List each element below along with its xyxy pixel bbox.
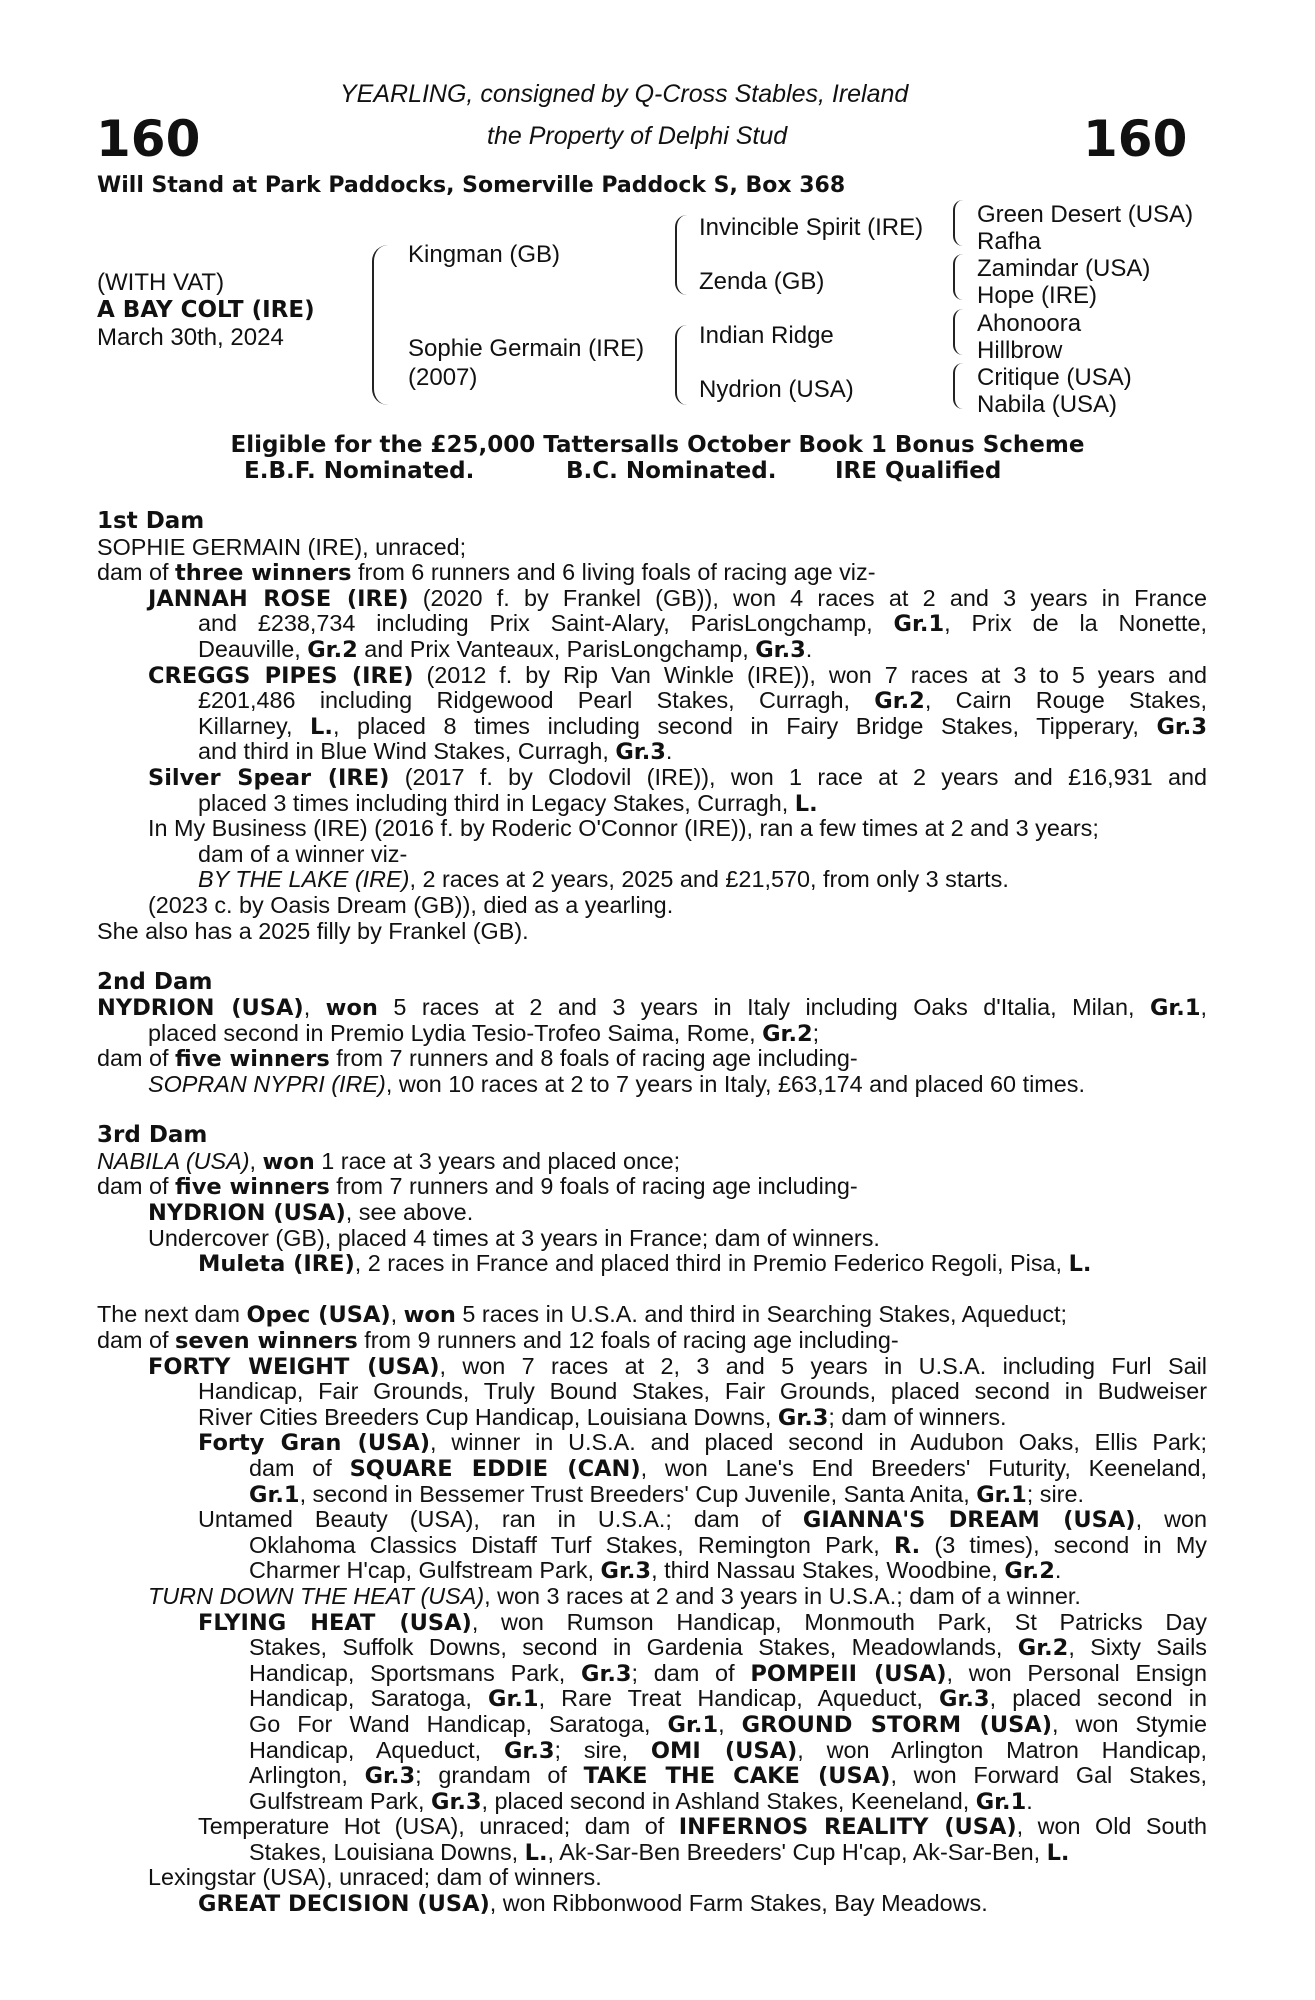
consignor-line: YEARLING, consigned by Q-Cross Stables, Ireland [340, 80, 909, 108]
pedigree-dam-dam: Nydrion (USA) [699, 376, 854, 403]
third-dam-name: NABILA (USA), won 1 race at 3 years and placed once; [97, 1147, 681, 1175]
progeny-flying-heat-line3: Handicap, Sportsmans Park, Gr.3; dam of POMPEII (USA), won Personal Ensign [249, 1660, 1207, 1687]
lot-number-right: 160 [1083, 110, 1188, 168]
second-dam-heading: 2nd Dam [97, 968, 213, 995]
progeny-in-my-business: In My Business (IRE) (2016 f. by Roderic O'Connor (IRE)), ran a few times at 2 and 3 years; [148, 815, 1099, 842]
bc-nominated: B.C. Nominated. [566, 458, 777, 484]
third-dam-heading: 3rd Dam [97, 1122, 208, 1149]
progeny-untamed-beauty: Untamed Beauty (USA), ran in U.S.A.; dam of GIANNA'S DREAM (USA), won [198, 1507, 1207, 1533]
first-dam-produce-summary: dam of three winners from 6 runners and 6 living foals of racing age viz- [97, 559, 876, 587]
ebf-nominated: E.B.F. Nominated. [244, 458, 475, 484]
pedigree-sds: Zamindar (USA) [977, 255, 1151, 282]
pedigree-brace-ss [953, 200, 963, 246]
progeny-forty-gran-line3: Gr.1, second in Bessemer Trust Breeders' Cup Juvenile, Santa Anita, Gr.1; sire. [249, 1480, 1084, 1508]
next-dam-name: The next dam Opec (USA), won 5 races in U.S.A. and third in Searching Stakes, Aqueduct; [97, 1301, 1068, 1329]
ire-qualified: IRE Qualified [835, 458, 1002, 484]
second-dam-name-line2: placed second in Premio Lydia Tesio-Trofeo Saima, Rome, Gr.2; [148, 1019, 820, 1047]
progeny-sopran-nypri: SOPRAN NYPRI (IRE), won 10 races at 2 to 7 years in Italy, £63,174 and placed 60 times. [148, 1071, 1085, 1098]
pedigree-sire-sire: Invincible Spirit (IRE) [699, 214, 924, 241]
progeny-creggs-pipes-line2: £201,486 including Ridgewood Pearl Stakes, Curragh, Gr.2, Cairn Rouge Stakes, [198, 688, 1207, 714]
progeny-creggs-pipes: CREGGS PIPES (IRE) (2012 f. by Rip Van Winkle (IRE)), won 7 races at 3 to 5 years and [148, 662, 1207, 689]
pedigree-ssd: Rafha [977, 228, 1042, 255]
pedigree-sire: Kingman (GB) [408, 241, 561, 268]
progeny-flying-heat-line7: Arlington, Gr.3; grandam of TAKE THE CAKE (USA), won Forward Gal Stakes, [249, 1763, 1207, 1789]
first-dam-name: SOPHIE GERMAIN (IRE), unraced; [97, 533, 467, 560]
progeny-flying-heat-line4: Handicap, Saratoga, Gr.1, Rare Treat Handicap, Aqueduct, Gr.3, placed second in [249, 1686, 1207, 1712]
pedigree-brace-dam [675, 325, 687, 405]
second-dam-produce-summary: dam of five winners from 7 runners and 8 foals of racing age including- [97, 1045, 858, 1073]
pedigree-sire-dam: Zenda (GB) [699, 268, 825, 295]
pedigree-brace-dd [953, 363, 963, 409]
pedigree-brace-main [372, 245, 388, 405]
third-dam-produce-summary: dam of five winners from 7 runners and 9 foals of racing age including- [97, 1173, 858, 1201]
pedigree-brace-sire [675, 215, 687, 295]
progeny-flying-heat-line2: Stakes, Suffolk Downs, second in Gardenia Stakes, Meadowlands, Gr.2, Sixty Sails [249, 1635, 1207, 1661]
horse-name: A BAY COLT (IRE) [97, 297, 315, 323]
progeny-temperature-hot: Temperature Hot (USA), unraced; dam of INFERNOS REALITY (USA), won Old South [198, 1814, 1207, 1840]
progeny-forty-weight-line3: River Cities Breeders Cup Handicap, Louisiana Downs, Gr.3; dam of winners. [198, 1403, 1007, 1431]
progeny-silver-spear: Silver Spear (IRE) (2017 f. by Clodovil (IRE)), won 1 race at 2 years and £16,931 and [148, 764, 1207, 791]
pedigree-dss: Ahonoora [977, 310, 1082, 337]
progeny-great-decision: GREAT DECISION (USA), won Ribbonwood Farm Stakes, Bay Meadows. [198, 1890, 988, 1918]
lot-number-left: 160 [96, 110, 201, 168]
pedigree-sdd: Hope (IRE) [977, 282, 1098, 309]
pedigree-dam-sire: Indian Ridge [699, 322, 834, 349]
progeny-forty-gran: Forty Gran (USA), winner in U.S.A. and placed second in Audubon Oaks, Ellis Park; [198, 1430, 1207, 1456]
progeny-flying-heat-line8: Gulfstream Park, Gr.3, placed second in Ashland Stakes, Keeneland, Gr.1. [249, 1787, 1033, 1815]
catalogue-body [97, 509, 1207, 1917]
pedigree-dds: Critique (USA) [977, 364, 1132, 391]
pedigree-sss: Green Desert (USA) [977, 201, 1194, 228]
progeny-temperature-hot-line2: Stakes, Louisiana Downs, L., Ak-Sar-Ben Breeders' Cup H'cap, Ak-Sar-Ben, L. [249, 1838, 1070, 1866]
vat-note: (WITH VAT) [97, 269, 225, 296]
progeny-in-my-business-line2: dam of a winner viz- [198, 840, 408, 867]
progeny-2023-colt: (2023 c. by Oasis Dream (GB)), died as a yearling. [148, 891, 674, 918]
next-dam-produce-summary: dam of seven winners from 9 runners and 12 foals of racing age including- [97, 1327, 899, 1354]
progeny-undercover: Undercover (GB), placed 4 times at 3 years in France; dam of winners. [148, 1224, 880, 1251]
pedigree-brace-ds [953, 309, 963, 355]
progeny-jannah-rose-line3: Deauville, Gr.2 and Prix Vanteaux, ParisLongchamp, Gr.3. [198, 635, 813, 663]
pedigree-ddd: Nabila (USA) [977, 391, 1118, 418]
property-line: the Property of Delphi Stud [487, 122, 788, 150]
progeny-turn-down-the-heat: TURN DOWN THE HEAT (USA), won 3 races at 2 and 3 years in U.S.A.; dam of a winner. [148, 1582, 1081, 1609]
foaling-date: March 30th, 2024 [97, 324, 284, 351]
progeny-forty-gran-line2: dam of SQUARE EDDIE (CAN), won Lane's End Breeders' Futurity, Keeneland, [249, 1455, 1207, 1482]
stand-location: Will Stand at Park Paddocks, Somerville Paddock S, Box 368 [97, 173, 846, 198]
progeny-forty-weight: FORTY WEIGHT (USA), won 7 races at 2, 3 and 5 years in U.S.A. including Furl Sail [148, 1353, 1207, 1380]
progeny-forty-weight-line2: Handicap, Fair Grounds, Truly Bound Stakes, Fair Grounds, placed second in Budweiser [198, 1379, 1207, 1405]
progeny-by-the-lake: BY THE LAKE (IRE), 2 races at 2 years, 2025 and £21,570, from only 3 starts. [198, 866, 1009, 893]
progeny-2025-filly: She also has a 2025 filly by Frankel (GB). [97, 917, 529, 944]
progeny-lexingstar: Lexingstar (USA), unraced; dam of winners. [148, 1864, 602, 1891]
progeny-jannah-rose: JANNAH ROSE (IRE) (2020 f. by Frankel (GB)), won 4 races at 2 and 3 years in France [148, 585, 1207, 612]
pedigree-brace-sd [953, 254, 963, 300]
progeny-jannah-rose-line2: and £238,734 including Prix Saint-Alary, ParisLongchamp, Gr.1, Prix de la Nonette, [198, 611, 1207, 637]
progeny-nydrion: NYDRION (USA), see above. [148, 1199, 474, 1227]
progeny-creggs-pipes-line4: and third in Blue Wind Stakes, Curragh, Gr.3. [198, 738, 673, 766]
progeny-untamed-beauty-line3: Charmer H'cap, Gulfstream Park, Gr.3, third Nassau Stakes, Woodbine, Gr.2. [249, 1557, 1062, 1585]
progeny-creggs-pipes-line3: Killarney, L., placed 8 times including second in Fairy Bridge Stakes, Tipperary, Gr.3 [198, 713, 1207, 740]
progeny-silver-spear-line2: placed 3 times including third in Legacy Stakes, Curragh, L. [198, 789, 818, 817]
progeny-flying-heat: FLYING HEAT (USA), won Rumson Handicap, Monmouth Park, St Patricks Day [198, 1609, 1207, 1636]
eligibility-line: Eligible for the £25,000 Tattersalls October Book 1 Bonus Scheme [230, 432, 1085, 458]
second-dam-name: NYDRION (USA), won 5 races at 2 and 3 years in Italy including Oaks d'Italia, Milan, Gr.1, [97, 995, 1207, 1021]
progeny-flying-heat-line6: Handicap, Aqueduct, Gr.3; sire, OMI (USA), won Arlington Matron Handicap, [249, 1737, 1207, 1764]
progeny-untamed-beauty-line2: Oklahoma Classics Distaff Turf Stakes, Remington Park, R. (3 times), second in My [249, 1532, 1207, 1559]
progeny-flying-heat-line5: Go For Wand Handicap, Saratoga, Gr.1, GROUND STORM (USA), won Stymie [249, 1711, 1207, 1738]
pedigree-dam: Sophie Germain (IRE) [408, 335, 645, 362]
pedigree-dsd: Hillbrow [977, 337, 1063, 364]
first-dam-heading: 1st Dam [97, 508, 205, 534]
progeny-muleta: Muleta (IRE), 2 races in France and placed third in Premio Federico Regoli, Pisa, L. [198, 1250, 1092, 1278]
pedigree-dam-year: (2007) [408, 364, 478, 391]
